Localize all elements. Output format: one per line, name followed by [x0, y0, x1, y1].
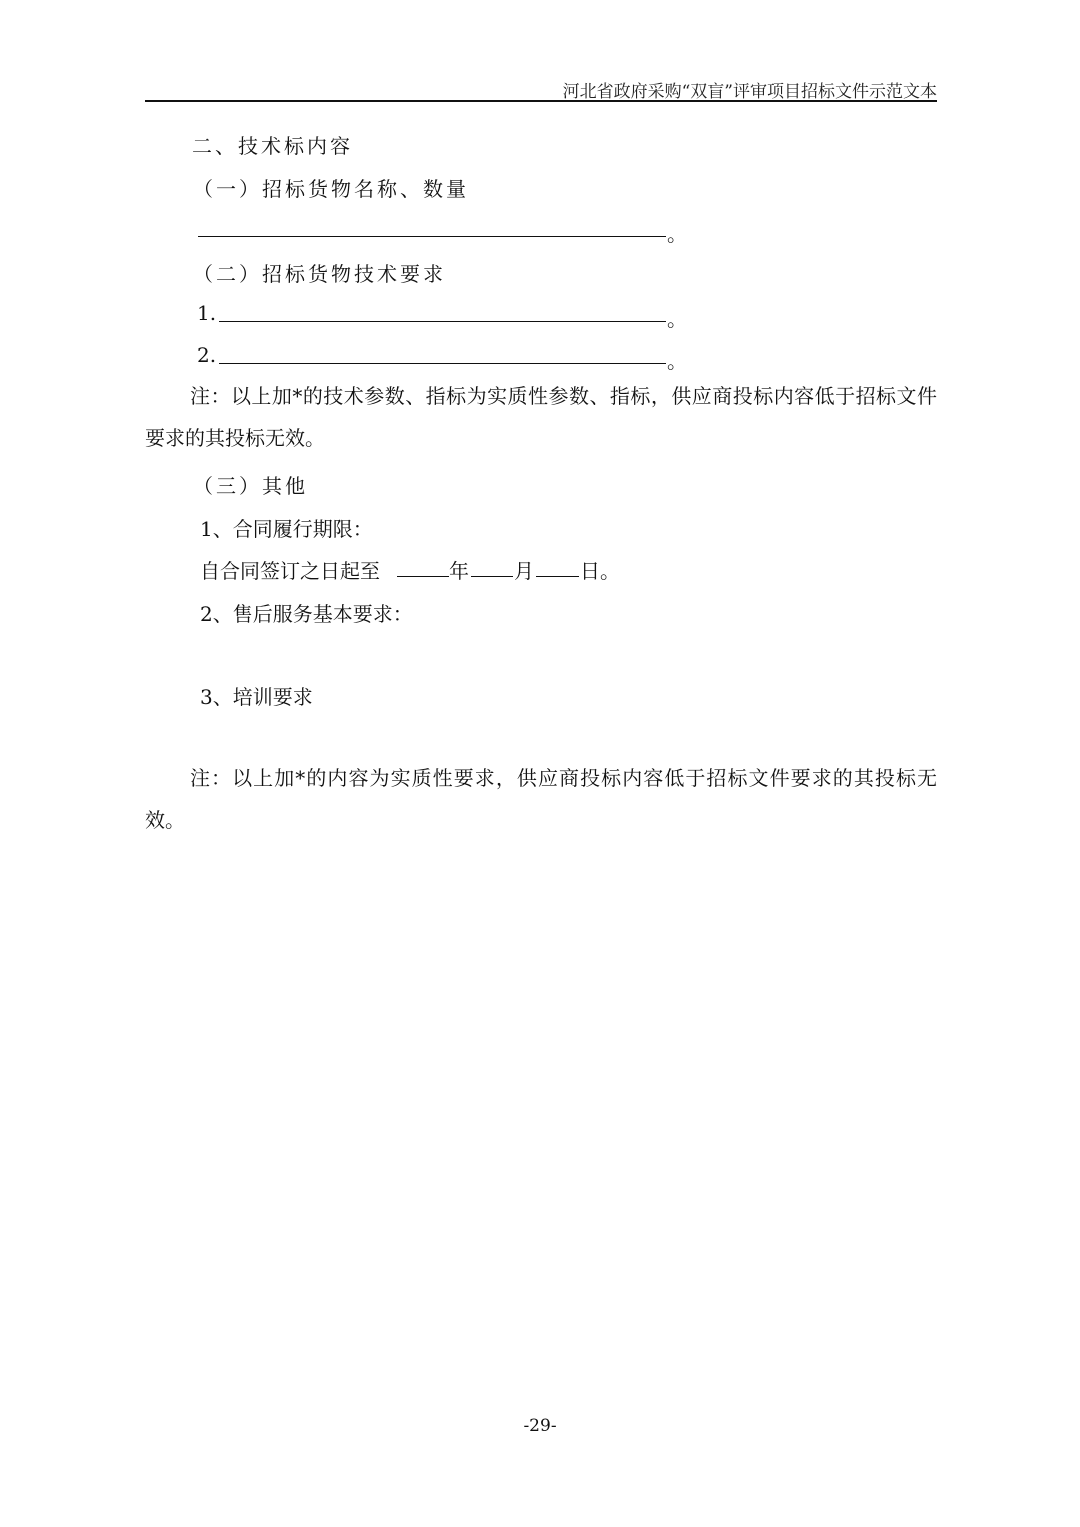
day-label: 日。 — [580, 559, 620, 583]
item2-end-mark: 。 — [667, 349, 687, 373]
header-rule — [145, 100, 937, 102]
day-blank-line[interactable] — [536, 576, 579, 577]
training-label: 3、培训要求 — [200, 685, 313, 709]
item1-end-mark: 。 — [667, 307, 687, 331]
contract-term-prefix: 自合同签订之日起至 — [200, 559, 380, 583]
sub2-title: （二）招标货物技术要求 — [193, 262, 446, 286]
note-technical: 注：以上加*的技术参数、指标为实质性参数、指标，供应商投标内容低于招标文件要求的其投标无效。 — [145, 384, 937, 450]
header-title: 河北省政府采购“双盲”评审项目招标文件示范文本 — [562, 82, 937, 102]
item1-label: 1. — [197, 301, 217, 325]
item2-label: 2. — [197, 343, 217, 367]
contract-term-label: 1、合同履行期限： — [200, 517, 373, 541]
note-requirements: 注：以上加*的内容为实质性要求，供应商投标内容低于招标文件要求的其投标无效。 — [145, 766, 937, 832]
month-label: 月 — [514, 559, 534, 583]
section-title: 二、技术标内容 — [192, 134, 353, 158]
after-sales-label: 2、售后服务基本要求： — [200, 602, 413, 626]
month-blank-line[interactable] — [471, 576, 513, 577]
item1-blank-line[interactable] — [219, 321, 666, 322]
year-label: 年 — [449, 559, 469, 583]
sub1-title: （一）招标货物名称、数量 — [193, 177, 469, 201]
sub3-title: （三）其他 — [193, 474, 308, 498]
item2-blank-line[interactable] — [219, 363, 666, 364]
sub1-end-mark: 。 — [667, 222, 687, 246]
sub1-blank-line[interactable] — [198, 236, 666, 237]
year-blank-line[interactable] — [397, 576, 449, 577]
page-number: -29- — [523, 1416, 557, 1436]
